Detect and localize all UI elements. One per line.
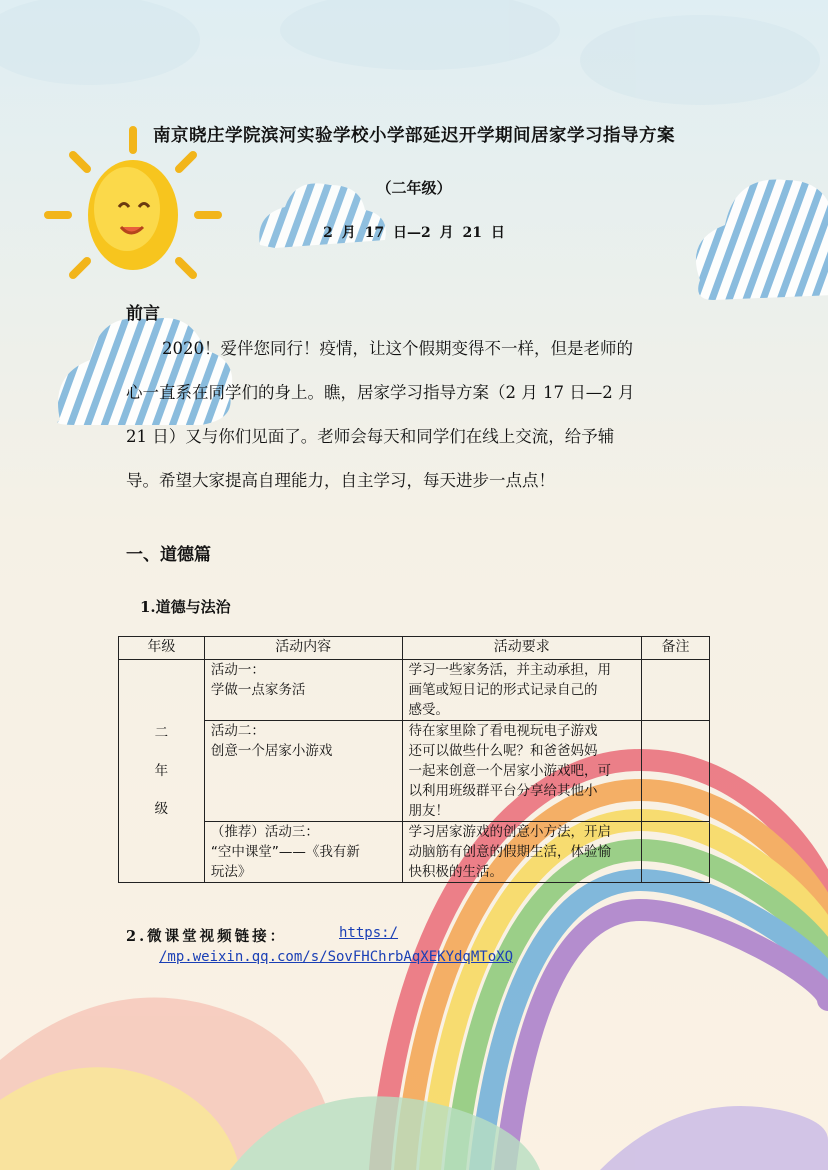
document-title: 南京晓庄学院滨河实验学校小学部延迟开学期间居家学习指导方案 (153, 126, 675, 146)
column-header-content: 活动内容 (204, 637, 402, 660)
section-heading-morality: 一、道德篇 (126, 545, 211, 565)
cell-line: 创意一个居家小游戏 (210, 743, 333, 759)
table-header-row (119, 637, 710, 660)
subsection-heading-morality-law: 1.道德与法治 (140, 598, 231, 616)
cell-line: 学做一点家务活 (210, 682, 306, 698)
video-link-continued[interactable]: /mp.weixin.qq.com/s/SovFHChrbAqXEKYdqMToXQ (159, 949, 514, 965)
video-link[interactable]: https:/ (339, 925, 399, 941)
section-heading-video-link: 2.微课堂视频链接： (126, 928, 288, 945)
grade-char: 年 (154, 763, 169, 779)
cell-line: 快积极的生活。 (408, 864, 504, 880)
preface-line: 2020！爱伴您同行！疫情，让这个假期变得不一样，但是老师的 (162, 339, 633, 358)
cell-line: 待在家里除了看电视玩电子游戏 (408, 723, 598, 739)
note-cell (642, 721, 710, 822)
cell-line: 玩法》 (210, 864, 252, 880)
column-header-requirement: 活动要求 (402, 637, 642, 660)
cell-line: 学习一些家务活，并主动承担，用 (408, 662, 612, 678)
cell-line: 朋友！ (408, 803, 450, 819)
grade-cell (119, 660, 205, 883)
column-header-grade: 年级 (119, 637, 205, 660)
cell-line: 以利用班级群平台分享给其他小 (408, 783, 598, 799)
preface-line: 心一直系在同学们的身上。瞧，居家学习指导方案（2 月 17 日—2 月 (126, 383, 635, 402)
activity-content-cell (204, 822, 402, 883)
note-cell (642, 822, 710, 883)
column-header-note: 备注 (642, 637, 710, 660)
preface-heading: 前言 (126, 304, 160, 324)
table-row (119, 822, 710, 883)
cell-line: 活动二： (210, 723, 265, 739)
activity-requirement-cell (402, 660, 642, 721)
note-cell (642, 660, 710, 721)
table-row (119, 660, 710, 721)
preface-line: 导。希望大家提高自理能力，自主学习，每天进步一点点！ (126, 471, 555, 490)
table-row (119, 721, 710, 822)
activity-requirement-cell (402, 721, 642, 822)
cell-line: 还可以做些什么呢？和爸爸妈妈 (408, 743, 598, 759)
cell-line: “空中课堂”——《我有新 (210, 844, 360, 860)
activity-table (118, 636, 710, 883)
activity-content-cell (204, 660, 402, 721)
cell-line: 活动一： (210, 662, 265, 678)
preface-line: 21 日）又与你们见面了。老师会每天和同学们在线上交流，给予辅 (126, 427, 615, 446)
grade-char: 二 (154, 725, 169, 741)
cell-line: 感受。 (408, 702, 450, 718)
activity-content-cell (204, 721, 402, 822)
activity-requirement-cell (402, 822, 642, 883)
grade-char: 级 (154, 801, 169, 817)
grade-label: （二年级） (376, 179, 452, 197)
cell-line: 学习居家游戏的创意小方法，开启 (408, 824, 612, 840)
cell-line: 一起来创意一个居家小游戏吧，可 (408, 763, 612, 779)
cell-line: 动脑筋有创意的假期生活，体验愉 (408, 844, 612, 860)
cell-line: 画笔或短日记的形式记录自己的 (408, 682, 598, 698)
cell-line: （推荐）活动三： (210, 824, 319, 840)
date-range: 2 月 17 日—2 月 21 日 (323, 225, 505, 241)
